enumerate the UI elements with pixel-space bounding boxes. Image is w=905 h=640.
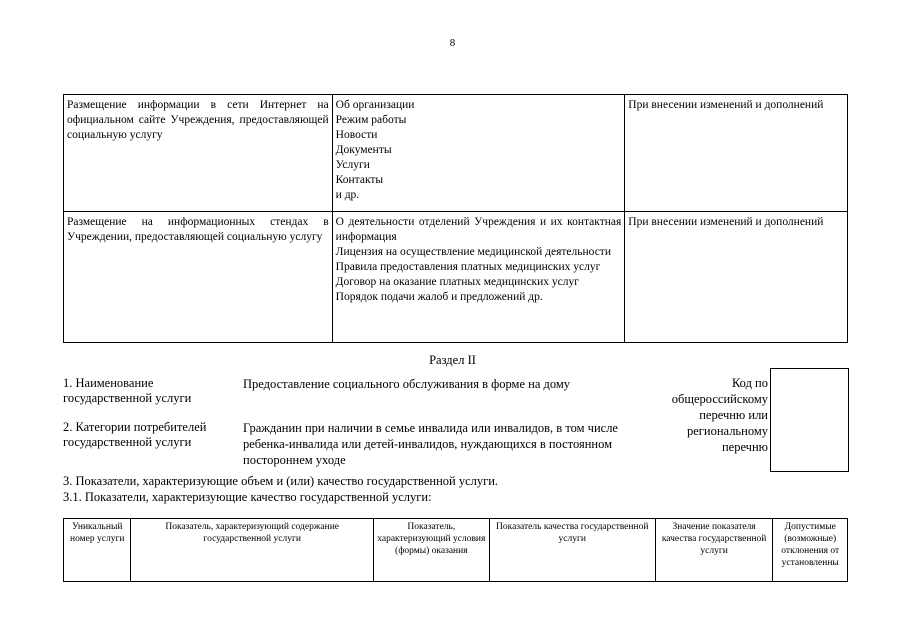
column-header: Показатель, характеризующий содержание государственной услуги xyxy=(131,519,374,582)
content-line: Новости xyxy=(335,129,378,141)
quality-indicators-table xyxy=(63,518,848,582)
column-header: Показатель, характеризующий условия (формы) оказания xyxy=(373,519,489,582)
content-line: Режим работы xyxy=(335,114,407,126)
placement-content-cell xyxy=(332,95,625,212)
consumer-category-value: Гражданин при наличии в семье инвалида или инвалидов, в том числе ребенка-инвалида или детей-инвалидов, нуждающихся в постоянном постороннем уходе xyxy=(243,421,618,467)
content-line: Лицензия на осуществление медицинской деятельности xyxy=(335,246,611,258)
table-row xyxy=(64,95,848,212)
content-line: Об организации xyxy=(335,99,415,111)
content-line: Порядок подачи жалоб и предложений др. xyxy=(335,291,543,303)
column-header: Допустимые (возможные) отклонения от установленны xyxy=(773,519,848,582)
page-number: 8 xyxy=(449,37,456,49)
content-line: Контакты xyxy=(335,174,384,186)
column-header: Уникальный номер услуги xyxy=(64,519,131,582)
placement-method-cell: Размещение информации в сети Интернет на официальном сайте Учреждения, предоставляющей социальную услугу xyxy=(64,95,333,212)
column-header: Показатель качества государственной услуги xyxy=(489,519,655,582)
update-frequency-cell: При внесении изменений и дополнений xyxy=(625,95,848,212)
section-title: Раздел II xyxy=(429,353,476,367)
placement-method-cell: Размещение на информационных стендах в Учреждении, предоставляющей социальную услугу xyxy=(64,212,333,343)
placement-content-cell xyxy=(332,212,625,343)
table-row xyxy=(64,212,848,343)
information-placement-table xyxy=(63,94,848,343)
content-line: Правила предоставления платных медицинских услуг xyxy=(335,261,601,273)
indicators-heading: 3. Показатели, характеризующие объем и (или) качество государственной услуги. xyxy=(63,474,499,488)
consumer-category-label: 2. Категории потребителей государственной услуги xyxy=(63,420,207,449)
registry-code-box xyxy=(770,368,849,472)
service-name-value: Предоставление социального обслуживания в форме на дому xyxy=(243,377,571,391)
content-line: Документы xyxy=(335,144,392,156)
service-name-label: 1. Наименование государственной услуги xyxy=(63,376,192,405)
registry-code-label: Код по общероссийскому перечню или региональному перечню xyxy=(671,376,768,454)
column-header: Значение показателя качества государственной услуги xyxy=(655,519,773,582)
content-line: О деятельности отделений Учреждения и их контактная информация xyxy=(335,216,622,243)
quality-indicators-heading: 3.1. Показатели, характеризующие качество государственной услуги: xyxy=(63,490,432,504)
table-header-row xyxy=(64,519,848,582)
content-line: и др. xyxy=(335,189,360,201)
content-line: Услуги xyxy=(335,159,370,171)
update-frequency-cell: При внесении изменений и дополнений xyxy=(625,212,848,343)
content-line: Договор на оказание платных медицинских услуг xyxy=(335,276,579,288)
